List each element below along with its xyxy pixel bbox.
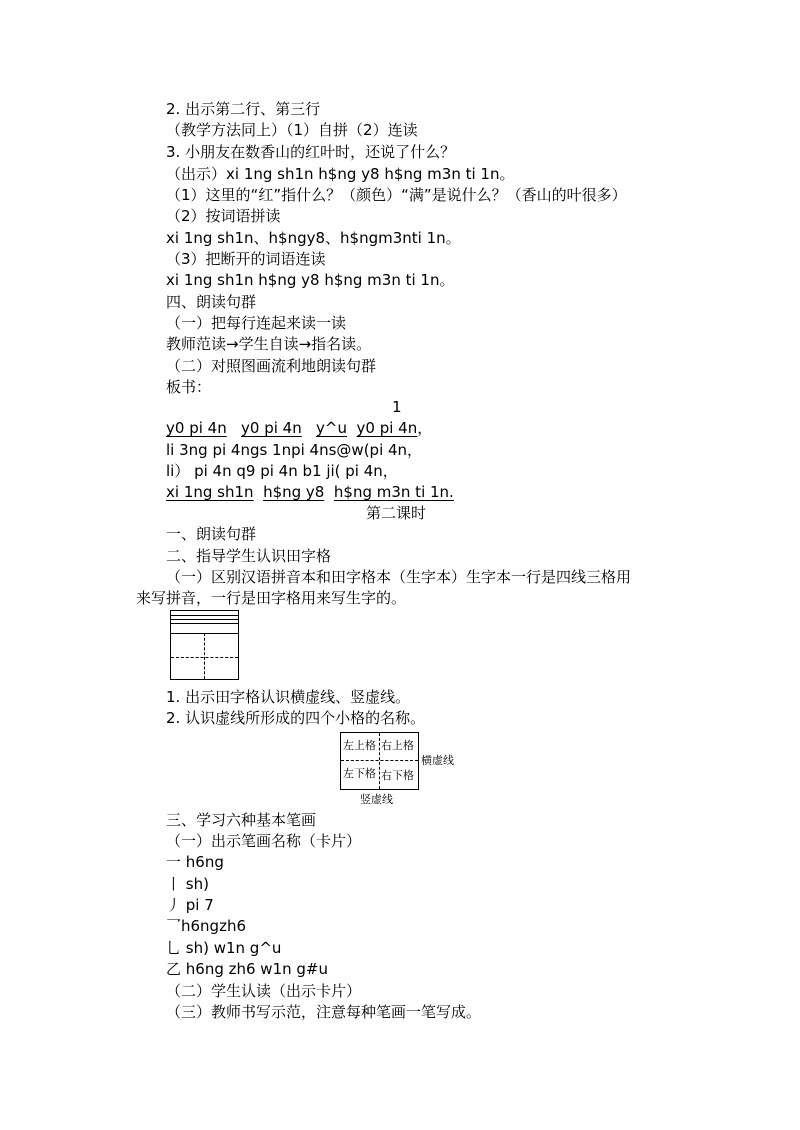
text-line: 教师范读→学生自读→指名读。 <box>166 335 372 353</box>
text-line: 2. 认识虚线所形成的四个小格的名称。 <box>166 709 426 727</box>
text-line: （出示）xi 1ng sh1n h$ng y8 h$ng m3n ti 1n。 <box>166 165 515 183</box>
board-word: xi 1ng sh1n <box>166 483 254 501</box>
text-line: （3）把断开的词语连读 <box>166 250 326 268</box>
text-line: xi 1ng sh1n h$ng y8 h$ng m3n ti 1n。 <box>166 271 455 289</box>
text-line: 一、朗读句群 <box>166 525 257 543</box>
text-line: （教学方法同上）（1）自拼（2）连读 <box>166 121 418 139</box>
board-word: y^u <box>316 419 347 437</box>
text-line: 1. 出示田字格认识横虚线、竖虚线。 <box>166 688 411 706</box>
tianzige-diagram <box>170 610 239 680</box>
board-word: y0 pi 4n <box>356 419 418 437</box>
text-line: （2）按词语拼读 <box>166 207 281 225</box>
text-line: （二）学生认读（出示卡片） <box>166 982 362 1000</box>
grid-label-top-right: 右上格 <box>381 739 414 752</box>
text-line: xi 1ng sh1n、h$ngy8、h$ngm3nti 1n。 <box>166 229 461 247</box>
text-line: 2. 出示第二行、第三行 <box>166 100 321 118</box>
board-word: h$ng m3n ti 1n. <box>333 483 454 501</box>
stroke-item: 乛h6ngzh6 <box>166 917 247 935</box>
board-row-3: li） pi 4n q9 pi 4n b1 ji( pi 4n， <box>166 462 398 480</box>
text-line: 二、指导学生认识田字格 <box>166 547 332 565</box>
board-row-2: li 3ng pi 4ngs 1npi 4ns@w(pi 4n， <box>166 441 423 459</box>
board-punct: ， <box>417 419 433 437</box>
text-line: （一）出示笔画名称（卡片） <box>166 832 362 850</box>
text-line: （1）这里的“红”指什么？（颜色）“满”是说什么？（香山的叶很多） <box>166 186 627 204</box>
text-line: 3. 小朋友在数香山的红叶时，还说了什么？ <box>166 143 456 161</box>
board-word: y0 pi 4n <box>241 419 302 437</box>
text-line: （一）把每行连起来读一读 <box>166 314 347 332</box>
text-line: 三、学习六种基本笔画 <box>166 811 317 829</box>
board-word: h$ng y8 <box>263 483 325 501</box>
text-line: 来写拼音，一行是田字格用来写生字的。 <box>136 589 407 607</box>
stroke-item: 丨 sh) <box>166 875 209 893</box>
board-word: y0 pi 4n <box>166 419 227 437</box>
text-line: （三）教师书写示范，注意每种笔画一笔写成。 <box>166 1003 482 1021</box>
board-number: 1 <box>392 398 402 416</box>
text-line: 四、朗读句群 <box>166 293 257 311</box>
grid-label-bottom-right: 右下格 <box>381 769 414 782</box>
horizontal-dash-label: 横虚线 <box>421 754 454 767</box>
tianzige-named-grid <box>340 732 419 790</box>
text-line: 板书： <box>166 378 212 396</box>
vertical-dash-label: 竖虚线 <box>360 793 393 806</box>
stroke-item: 乚 sh) w1n g^u <box>166 939 282 957</box>
stroke-item: 一 h6ng <box>166 853 224 871</box>
text-line: （二）对照图画流利地朗读句群 <box>166 357 377 375</box>
stroke-item: 乙 h6ng zh6 w1n g#u <box>166 960 328 978</box>
grid-label-top-left: 左上格 <box>343 739 376 752</box>
board-row-1 <box>166 418 432 438</box>
section-title: 第二课时 <box>366 504 427 522</box>
text-line: （一）区别汉语拼音本和田字格本（生字本）生字本一行是四线三格用 <box>166 568 632 586</box>
stroke-item: 丿 pi 7 <box>166 896 214 914</box>
board-row-4 <box>166 482 454 502</box>
grid-label-bottom-left: 左下格 <box>343 767 376 780</box>
